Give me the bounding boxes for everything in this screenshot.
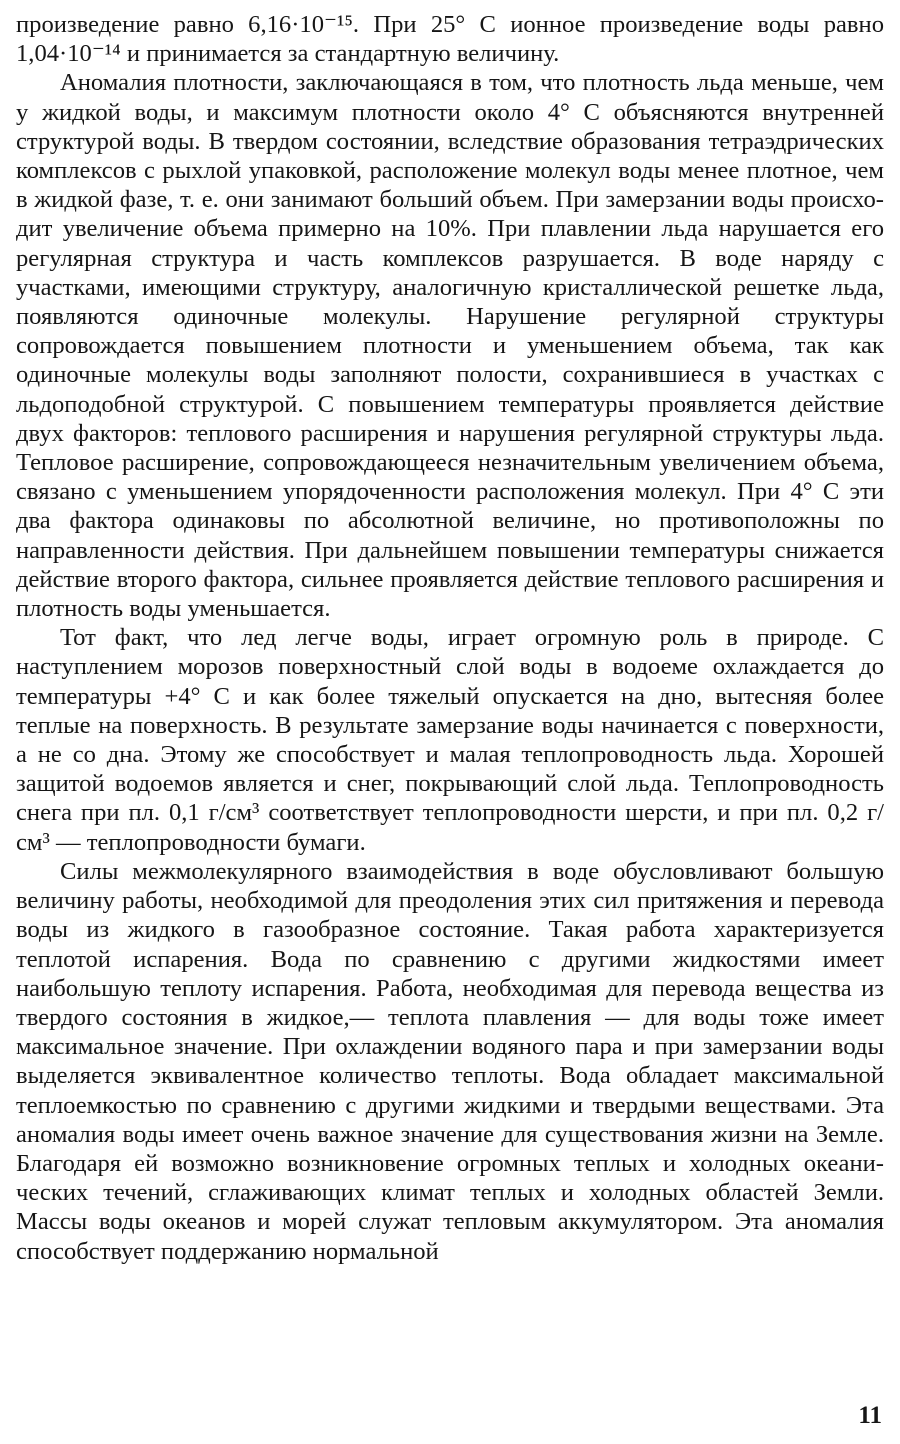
paragraph-density-anomaly: Аномалия плотности, заключающаяся в том, что плотность льда меньше, чем у жидкой воды, и максимум плотности около 4° С объясняются внутренней структурой воды. В твердом состоянии, вследствие образования тетраэдрических комплексов с рыхлой упаковкой, расположение молекул воды менее плотное, чем в жидкой фазе, т. е. они занимают больший объем. При замерзании воды происходит увеличение объема примерно на 10%. При плавлении льда нарушается его регулярная структура и часть комплексов разрушается. В воде наряду с участками, имеющими структуру, аналогичную кристаллической решетке льда, появляются одиночные молекулы. Нарушение регулярной структуры сопровождается повышением плотности и уменьшением объема, так как одиночные молекулы воды заполняют полости, сохранившиеся в участках с льдоподобной структурой. С повышением температуры проявляется действие двух факторов: теплового расширения и нарушения регулярной структуры льда. Тепловое расширение, сопровождающееся незначительным увеличением объема, связано с уменьшением упорядоченности расположения молекул. При 4° С эти два фактора одинаковы по абсолютной величине, но противоположны по направленности действия. При дальнейшем повышении температуры снижается действие второго фактора, сильнее проявляется действие теплового расширения и плотность воды уменьшается.	[16, 69, 884, 623]
paragraph-ice-lighter: Тот факт, что лед легче воды, играет огромную роль в природе. С наступлением морозов поверхностный слой воды в водоеме охлаждается до температуры +4° С и как более тяжелый опускается на дно, вытесняя более теплые на поверхность. В результате замерзание воды начинается с поверхности, а не со дна. Этому же способствует и малая теплопроводность льда. Хорошей защитой водоемов является и снег, покрывающий слой льда. Теплопроводность снега при пл. 0,1 г/см³ соответствует теплопроводности шерсти, и при пл. 0,2 г/см³ — теплопроводности бумаги.	[16, 624, 884, 856]
paragraph-intermolecular-forces: Силы межмолекулярного взаимодействия в воде обусловливают большую величину работы, необходимой для преодоления этих сил притяжения и перевода воды из жидкого в газообразное состояние. Такая работа характеризуется теплотой испарения. Вода по сравнению с другими жидкостями имеет наибольшую теплоту испарения. Работа, необходимая для перевода вещества из твердого состояния в жидкое,— теплота плавления — для воды тоже имеет максимальное значение. При охлаждении водяного пара и при замерзании воды выделяется эквивалентное количество теплоты. Вода обладает максимальной теплоемкостью по сравнению с другими жидкими и твердыми веществами. Эта аномалия воды имеет очень важное значение для существования жизни на Земле. Благодаря ей возможно возникновение огромных теплых и холодных океанических течений, сглаживающих климат теплых и холодных областей Земли. Массы воды океанов и морей служат тепловым аккумулятором. Эта аномалия способствует поддержанию нормальной	[16, 857, 884, 1265]
page-number: 11	[858, 1402, 882, 1429]
paragraph-ion-product: произведение равно 6,16·10⁻¹⁵. При 25° С ионное произведение воды равно 1,04·10⁻¹⁴ и принимается за стандартную величину.	[16, 11, 884, 68]
